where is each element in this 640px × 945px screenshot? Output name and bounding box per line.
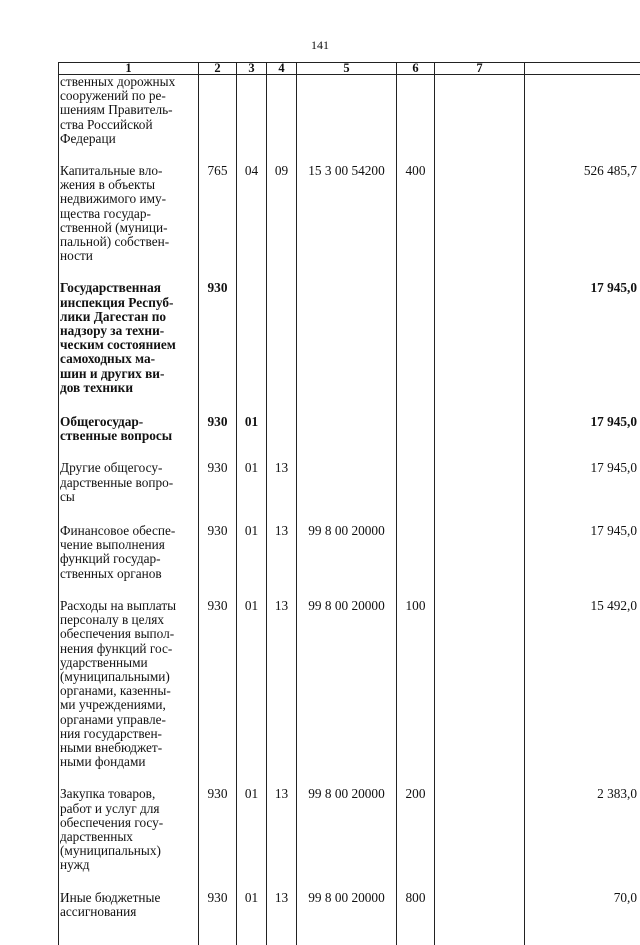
cell-col-4: 09	[267, 164, 297, 281]
cell-col-7	[435, 415, 525, 461]
cell-col-3: 01	[237, 891, 267, 945]
cell-col-3: 01	[237, 787, 267, 890]
cell-amount: 70,0	[525, 891, 640, 945]
cell-col-6: 200	[397, 787, 435, 890]
row-label: ственных дорожных сооружений по ре- шениям Правитель- ства Российской Федераци	[59, 75, 199, 165]
cell-amount: 17 945,0	[525, 415, 640, 461]
table-row	[59, 787, 640, 890]
cell-col-6: 800	[397, 891, 435, 945]
cell-col-6: 100	[397, 599, 435, 787]
table-row	[59, 461, 640, 524]
cell-col-2: 930	[199, 891, 237, 945]
column-header: 5	[297, 63, 397, 75]
cell-col-6	[397, 281, 435, 415]
cell-col-7	[435, 75, 525, 165]
table-row	[59, 281, 640, 415]
cell-col-4: 13	[267, 524, 297, 599]
cell-col-5	[297, 75, 397, 165]
cell-col-5: 99 8 00 20000	[297, 787, 397, 890]
cell-col-7	[435, 281, 525, 415]
cell-col-5: 15 3 00 54200	[297, 164, 397, 281]
cell-amount: 17 945,0	[525, 281, 640, 415]
cell-col-2: 930	[199, 599, 237, 787]
cell-col-2: 765	[199, 164, 237, 281]
cell-col-4: 13	[267, 599, 297, 787]
row-label: Общегосудар- ственные вопросы	[59, 415, 199, 461]
cell-col-4	[267, 281, 297, 415]
cell-col-6	[397, 461, 435, 524]
cell-col-2: 930	[199, 461, 237, 524]
table-row	[59, 75, 640, 165]
cell-col-7	[435, 891, 525, 945]
cell-col-2: 930	[199, 415, 237, 461]
column-header: 3	[237, 63, 267, 75]
cell-col-3	[237, 75, 267, 165]
cell-col-6	[397, 75, 435, 165]
column-header	[525, 63, 640, 75]
cell-col-4	[267, 75, 297, 165]
cell-col-7	[435, 599, 525, 787]
column-header: 6	[397, 63, 435, 75]
table-row	[59, 164, 640, 281]
cell-col-6	[397, 415, 435, 461]
page-number: 141	[0, 38, 640, 53]
cell-col-4: 13	[267, 891, 297, 945]
cell-col-3: 01	[237, 415, 267, 461]
table-header-row	[59, 63, 640, 75]
row-label: Капитальные вло- жения в объекты недвижимого иму- щества государ- ственной (муници- пальной) собствен- ности	[59, 164, 199, 281]
cell-col-5	[297, 415, 397, 461]
cell-col-3: 04	[237, 164, 267, 281]
cell-col-2: 930	[199, 281, 237, 415]
table-row	[59, 599, 640, 787]
cell-col-3: 01	[237, 461, 267, 524]
cell-col-4	[267, 415, 297, 461]
cell-col-6	[397, 524, 435, 599]
cell-col-3: 01	[237, 599, 267, 787]
cell-col-5: 99 8 00 20000	[297, 599, 397, 787]
cell-amount: 17 945,0	[525, 524, 640, 599]
row-label: Другие общегосу- дарственные вопро- сы	[59, 461, 199, 524]
cell-amount: 15 492,0	[525, 599, 640, 787]
cell-col-5	[297, 461, 397, 524]
row-label: Государственная инспекция Респуб- лики Дагестан по надзору за техни- ческим состоянием самоходных ма- шин и других ви- дов техники	[59, 281, 199, 415]
cell-col-7	[435, 524, 525, 599]
cell-col-5: 99 8 00 20000	[297, 891, 397, 945]
table-row	[59, 891, 640, 945]
budget-table	[58, 62, 640, 945]
cell-col-5: 99 8 00 20000	[297, 524, 397, 599]
cell-amount: 526 485,7	[525, 164, 640, 281]
cell-col-7	[435, 461, 525, 524]
row-label: Расходы на выплаты персоналу в целях обеспечения выпол- нения функций гос- ударственными (муниципальными) органами, казенны- ми учреждениями, органами управле- ния государствен- ными внебюджет- ными фондами	[59, 599, 199, 787]
row-label: Иные бюджетные ассигнования	[59, 891, 199, 945]
cell-col-6: 400	[397, 164, 435, 281]
cell-col-2	[199, 75, 237, 165]
cell-amount	[525, 75, 640, 165]
table-row	[59, 415, 640, 461]
cell-amount: 2 383,0	[525, 787, 640, 890]
column-header: 2	[199, 63, 237, 75]
cell-col-7	[435, 787, 525, 890]
column-header: 1	[59, 63, 199, 75]
cell-col-4: 13	[267, 787, 297, 890]
cell-col-2: 930	[199, 787, 237, 890]
cell-col-2: 930	[199, 524, 237, 599]
cell-amount: 17 945,0	[525, 461, 640, 524]
table-body	[59, 75, 640, 945]
cell-col-3	[237, 281, 267, 415]
column-header: 4	[267, 63, 297, 75]
column-header: 7	[435, 63, 525, 75]
cell-col-7	[435, 164, 525, 281]
table-row	[59, 524, 640, 599]
row-label: Закупка товаров, работ и услуг для обеспечения госу- дарственных (муниципальных) нужд	[59, 787, 199, 890]
row-label: Финансовое обеспе- чение выполнения функций государ- ственных органов	[59, 524, 199, 599]
cell-col-5	[297, 281, 397, 415]
cell-col-4: 13	[267, 461, 297, 524]
cell-col-3: 01	[237, 524, 267, 599]
